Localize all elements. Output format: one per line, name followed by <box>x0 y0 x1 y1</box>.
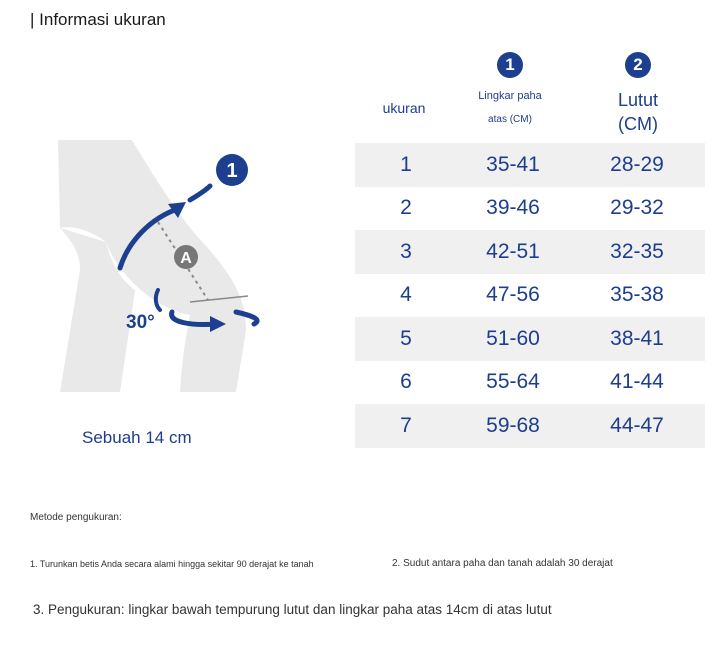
leg-illustration <box>40 130 280 400</box>
table-row <box>355 274 705 318</box>
header-size: ukuran <box>382 100 426 116</box>
size-cell: 1 <box>400 152 412 176</box>
knee-cell: 35-38 <box>610 283 664 307</box>
knee-badge: 2 <box>625 52 651 78</box>
thigh-cell: 35-41 <box>486 152 540 176</box>
size-table <box>355 143 705 448</box>
thigh-cell: 51-60 <box>486 326 540 350</box>
knee-measurement-diagram <box>40 130 280 400</box>
thigh-cell: 39-46 <box>486 196 540 220</box>
size-cell: 3 <box>400 239 412 263</box>
diagram-caption: Sebuah 14 cm <box>82 428 192 447</box>
method-step-3: 3. Pengukuran: lingkar bawah tempurung lutut dan lingkar paha atas 14cm di atas lutut <box>33 602 552 617</box>
knee-cell: 28-29 <box>610 152 664 176</box>
table-row <box>355 361 705 405</box>
marker-a-label: A <box>180 250 192 267</box>
thigh-header-line1: Lingkar paha <box>478 90 542 102</box>
size-cell: 5 <box>400 326 412 350</box>
badge-label: 1 <box>226 160 238 182</box>
size-cell: 4 <box>400 283 412 307</box>
thigh-cell: 55-64 <box>486 370 540 394</box>
knee-cell: 38-41 <box>610 326 664 350</box>
knee-header-line2: (CM) <box>618 114 658 134</box>
header-thigh <box>455 52 565 125</box>
page-title: | Informasi ukuran <box>30 10 166 29</box>
method-step-2: 2. Sudut antara paha dan tanah adalah 30 derajat <box>392 558 613 569</box>
method-title: Metode pengukuran: <box>30 512 122 523</box>
knee-header-line1: Lutut <box>617 90 659 110</box>
angle-label: 30° <box>126 312 155 333</box>
thigh-arc-back <box>190 186 210 200</box>
size-cell: 7 <box>400 413 412 437</box>
size-cell: 2 <box>400 196 412 220</box>
table-row <box>355 404 705 448</box>
table-row <box>355 230 705 274</box>
thigh-cell: 47-56 <box>486 283 540 307</box>
thigh-cell: 42-51 <box>486 239 540 263</box>
table-row <box>355 187 705 231</box>
method-step-1: 1. Turunkan betis Anda secara alami hingga sekitar 90 derajat ke tanah <box>30 559 314 569</box>
thigh-badge: 1 <box>497 52 523 78</box>
knee-cell: 44-47 <box>610 413 664 437</box>
thigh-cell: 59-68 <box>486 413 540 437</box>
knee-cell: 29-32 <box>610 196 664 220</box>
size-cell: 6 <box>400 370 412 394</box>
knee-cell: 32-35 <box>610 239 664 263</box>
header-knee <box>590 52 686 136</box>
knee-cell: 41-44 <box>610 370 664 394</box>
table-row <box>355 143 705 187</box>
thigh-header-line2: atas (CM) <box>488 114 532 125</box>
table-row <box>355 317 705 361</box>
